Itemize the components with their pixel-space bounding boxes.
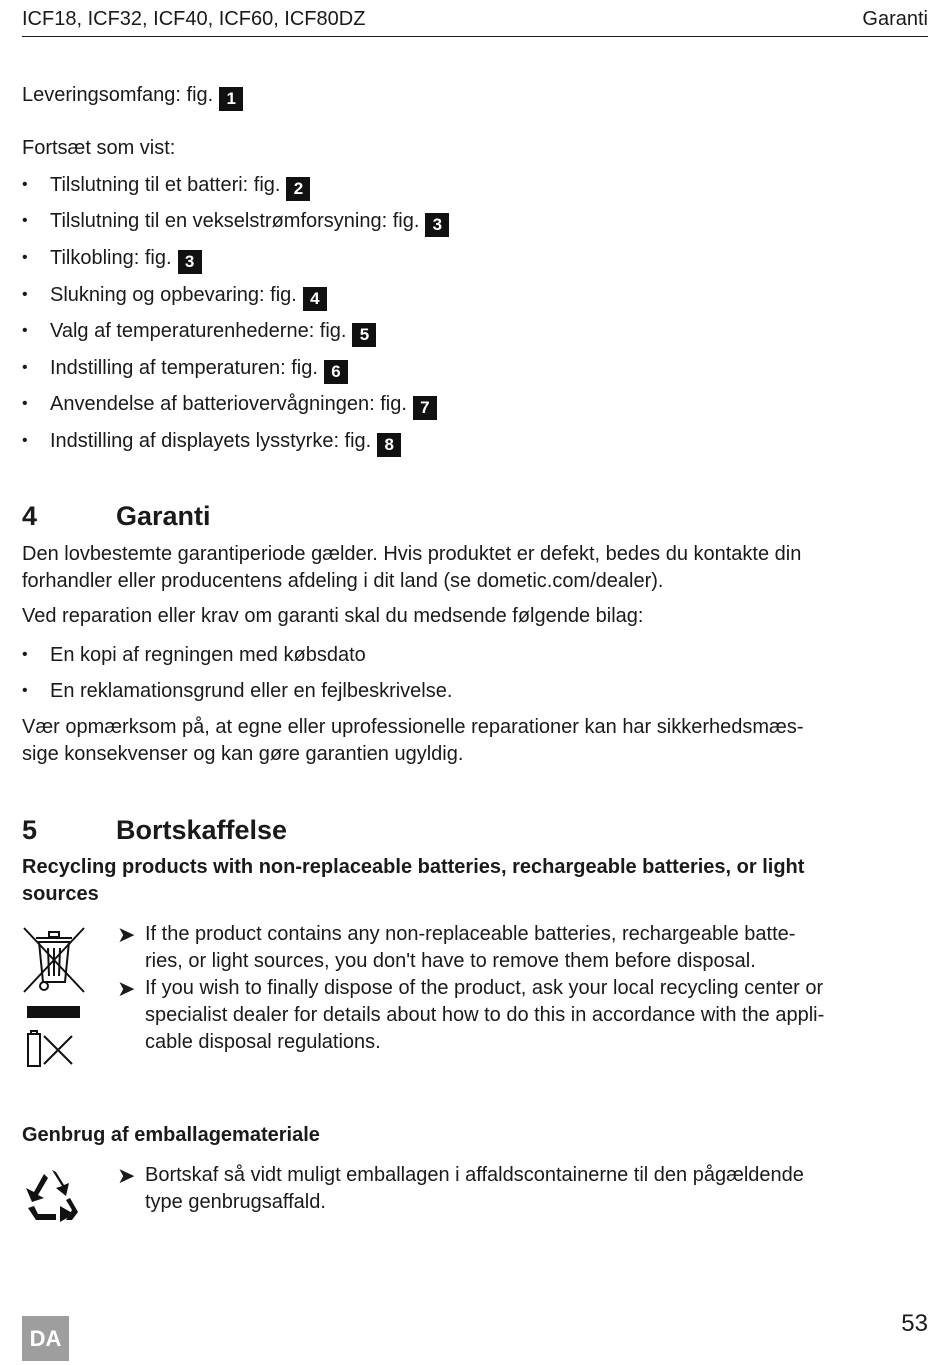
delivery-line: Leveringsomfang: fig. 1 — [22, 82, 243, 111]
page-number: 53 — [901, 1310, 928, 1337]
bin-underline-bar — [27, 1006, 80, 1018]
crossed-bin-icon — [22, 926, 86, 994]
garanti-paragraph-3: Vær opmærksom på, at egne eller uprofessionelle reparationer kan har sikkerhedsmæs- sige konsekvenser og kan gøre garantien ugyldig. — [22, 716, 804, 765]
manual-page: ICF18, ICF32, ICF40, ICF60, ICF80DZ Garanti Leveringsomfang: fig. 1 Fortsæt som vist: • Tilslutning til et batteri: fig. 2 • Tilslutning til en vekselstrømforsyning: fig. 3 • Tilkobling: fig. 3 • Slukning og opbevaring: fig. 4 • Valg af temperaturenhederne: fig. 5 • Indstilling af temperaturen: fig. 6 • Anvendelse af batteriovervågningen: fig. 7 • Indstilling af displayets lysstyrke: fig. 8 4 Garanti Den lovbestemte garantiperiode gælder. Hvis produktet er defekt, bedes du kontakte din forhandler eller producentens afdeling i dit land (se dometic.com/dealer). Ved reparation eller krav om garanti skal du medsende følgende bilag: • En kopi af regningen med købsdato • En reklamationsgrund eller en fejlbeskrivelse. Vær opmærksom på, at egne eller uprofessionelle reparationer kan har sikkerhedsmæs- sige konsekvenser og kan gøre garantien ugyldig. 5 Bortskaffelse Recycling products with non-replaceable batteries, rechargeable batteries, or light sources ➤ If the product contains any non-replaceable batteries, rechargeable batte- ries, or light sources, you don't have to remove them before disposal. ➤ If you wish to finally dispose of the product, ask your local recycling center or specialist dealer for details about how to do this in accordance with the appli- cable disposal regulations. Genbrug af emballagemateriale ➤ Bortskaf så vidt muligt emballagen i affaldscontainerne til den pågældende type genbrugsaffald. DA 53 — [22, 0, 928, 1365]
figure-ref: 7 — [413, 396, 437, 420]
page-header — [22, 8, 928, 37]
figure-ref: 4 — [303, 287, 327, 311]
language-badge: DA — [22, 1316, 69, 1361]
arrow-icon: ➤ — [117, 922, 136, 947]
packaging-heading: Genbrug af emballagemateriale — [22, 1124, 320, 1146]
figure-ref: 5 — [352, 323, 376, 347]
recycle-icon — [22, 1166, 82, 1226]
recycling-subheading: Recycling products with non-replaceable batteries, rechargeable batteries, or light sources — [22, 856, 805, 905]
figure-ref: 3 — [178, 250, 202, 274]
arrow-icon: ➤ — [117, 976, 136, 1001]
header-section: Garanti — [862, 8, 928, 30]
figure-ref: 3 — [425, 213, 449, 237]
figure-ref: 8 — [377, 433, 401, 457]
figure-ref: 2 — [286, 177, 310, 201]
figure-ref: 6 — [324, 360, 348, 384]
header-models: ICF18, ICF32, ICF40, ICF60, ICF80DZ — [22, 8, 366, 30]
battery-crossed-icon — [24, 1030, 76, 1070]
arrow-icon: ➤ — [117, 1163, 136, 1188]
figure-ref: 1 — [219, 87, 243, 111]
garanti-paragraph-2: Ved reparation eller krav om garanti skal du medsende følgende bilag: — [22, 605, 644, 627]
proceed-intro: Fortsæt som vist: — [22, 137, 176, 159]
garanti-paragraph-1: Den lovbestemte garantiperiode gælder. Hvis produktet er defekt, bedes du kontakte din forhandler eller producentens afdeling i dit land (se dometic.com/dealer). — [22, 543, 802, 592]
